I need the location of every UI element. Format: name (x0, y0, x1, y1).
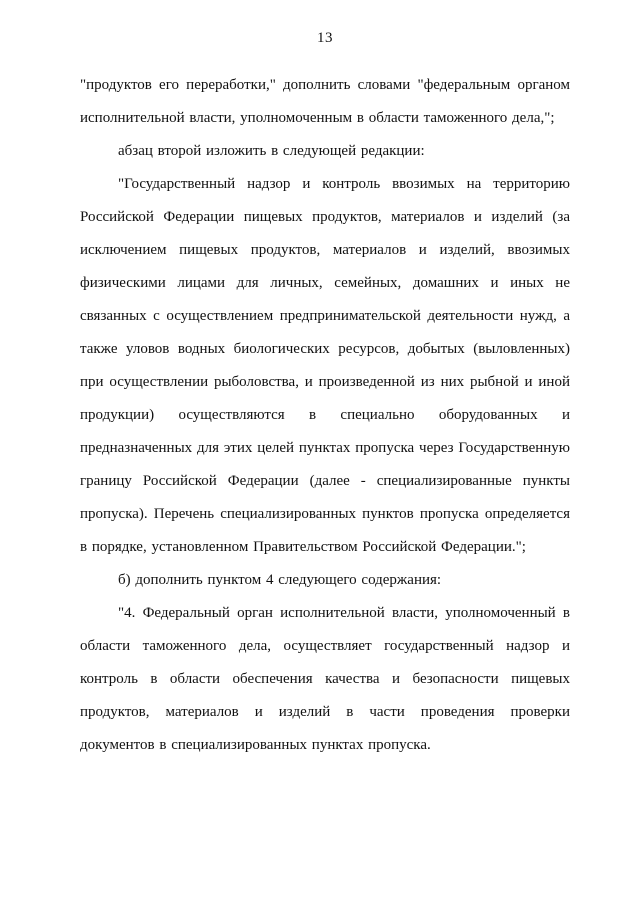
paragraph: "4. Федеральный орган исполнительной власти, уполномоченный в области таможенного дела, осуществляет государственный надзор и контроль в области обеспечения качества и безопасности пищевых продуктов, материалов и изделий в части проведения проверки документов в специализированных пунктах пропуска. (80, 605, 570, 753)
page-number: 13 (317, 30, 333, 46)
paragraph: абзац второй изложить в следующей редакции: (118, 143, 425, 159)
paragraph: б) дополнить пунктом 4 следующего содержания: (118, 572, 442, 588)
document-body (80, 69, 570, 762)
paragraph: "Государственный надзор и контроль ввозимых на территорию Российской Федерации пищевых продуктов, материалов и изделий (за исключением пищевых продуктов, материалов и изделий, ввозимых физическими лицами для личных, семейных, домашних и иных не связанных с осуществлением предпринимательской деятельности нужд, а также уловов водных биологических ресурсов, добытых (выловленных) при осуществлении рыболовства, и произведенной из них рыбной и иной продукции) осуществляются в специально оборудованных и предназначенных для этих целей пунктах пропуска через Государственную границу Российской Федерации (далее - специализированные пункты пропуска). Перечень специализированных пунктов пропуска определяется в порядке, установленном Правительством Российской Федерации."; (80, 176, 570, 555)
paragraph: "продуктов его переработки," дополнить словами "федеральным органом исполнительной власти, уполномоченным в области таможенного дела,"; (80, 77, 570, 126)
